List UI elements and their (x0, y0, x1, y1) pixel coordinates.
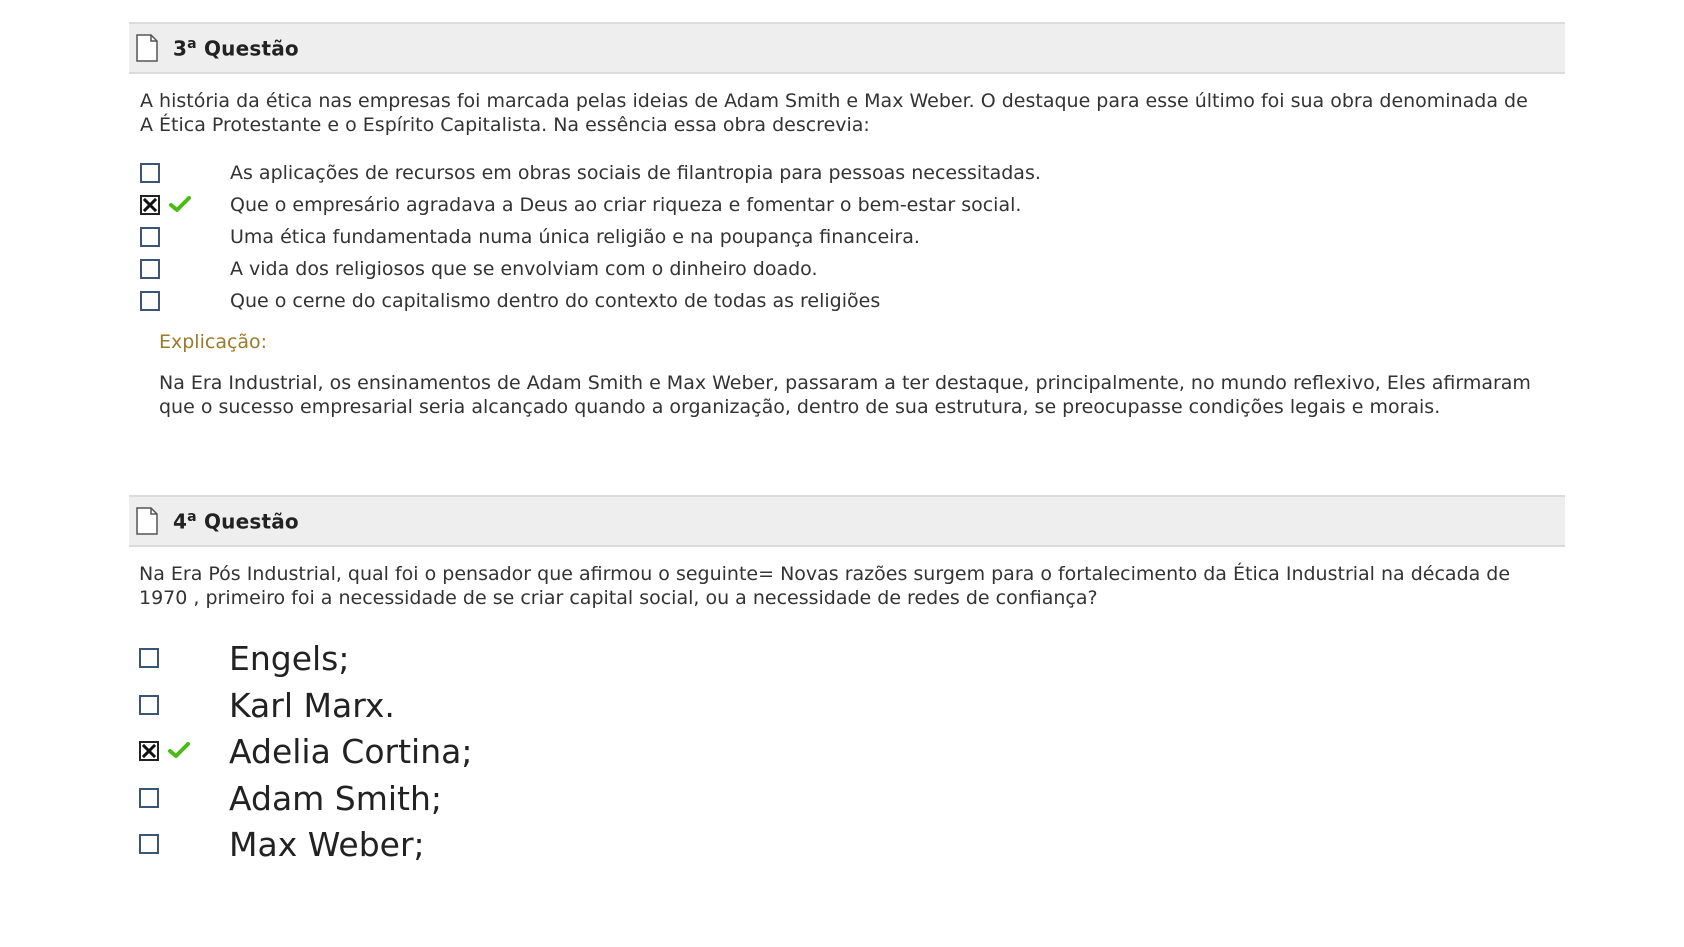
checkbox[interactable] (139, 648, 159, 668)
checkbox[interactable] (140, 227, 160, 247)
option-3[interactable] (139, 731, 473, 771)
green-check-icon (169, 195, 191, 213)
option-label: Que o empresário agradava a Deus ao criar riqueza e fomentar o bem-estar social. (230, 194, 1022, 216)
option-2[interactable] (139, 685, 395, 725)
option-4[interactable] (139, 778, 443, 818)
option-label: Uma ética fundamentada numa única religião e na poupança financeira. (230, 226, 920, 248)
option-label: Adam Smith; (229, 778, 443, 818)
option-1[interactable] (139, 638, 350, 678)
checkbox[interactable] (140, 163, 160, 183)
explanation-title: Explicação: (159, 331, 268, 353)
question-header (129, 495, 1565, 547)
option-5[interactable] (139, 824, 425, 864)
question-header (129, 22, 1565, 74)
question-3 (129, 22, 1565, 418)
explanation-text: Na Era Industrial, os ensinamentos de Adam Smith e Max Weber, passaram a ter destaque, principalmente, no mundo reflexivo, Eles afirmaram que o sucesso empresarial seria alcançado quando a organização, dentro de sua estrutura, se preocupasse condições legais e morais. (159, 372, 1531, 418)
option-label: Adelia Cortina; (229, 731, 473, 771)
option-label: A vida dos religiosos que se envolviam com o dinheiro doado. (230, 258, 818, 280)
document-icon (136, 507, 158, 535)
question-text: A história da ética nas empresas foi marcada pelas ideias de Adam Smith e Max Weber. O destaque para esse último foi sua obra denominada de A Ética Protestante e o Espírito Capitalista. Na essência essa obra descrevia: (140, 90, 1528, 136)
document-icon (136, 34, 158, 62)
green-check-icon (168, 741, 190, 759)
checkbox-checked[interactable] (139, 741, 159, 761)
x-mark-icon (142, 197, 158, 213)
checkbox-checked[interactable] (140, 195, 160, 215)
checkbox[interactable] (139, 788, 159, 808)
question-4 (129, 495, 1565, 864)
option-5[interactable] (140, 287, 881, 315)
checkbox[interactable] (140, 291, 160, 311)
question-title: 4$^a$ Questão (173, 508, 299, 534)
option-label: Karl Marx. (229, 685, 395, 725)
question-title: 3$^a$ Questão (173, 35, 299, 61)
option-1[interactable] (140, 159, 1041, 187)
question-text: Na Era Pós Industrial, qual foi o pensador que afirmou o seguinte= Novas razões surgem para o fortalecimento da Ética Industrial na década de 1970 , primeiro foi a necessidade de se criar capital social, ou a necessidade de redes de confiança? (139, 563, 1511, 609)
checkbox[interactable] (140, 259, 160, 279)
option-label: Que o cerne do capitalismo dentro do contexto de todas as religiões (230, 290, 881, 312)
option-label: Max Weber; (229, 824, 425, 864)
option-label: Engels; (229, 638, 350, 678)
option-3[interactable] (140, 223, 920, 251)
option-label: As aplicações de recursos em obras sociais de filantropia para pessoas necessitadas. (230, 162, 1041, 184)
option-4[interactable] (140, 255, 818, 283)
option-2[interactable] (140, 191, 1022, 219)
checkbox[interactable] (139, 695, 159, 715)
checkbox[interactable] (139, 834, 159, 854)
x-mark-icon (141, 743, 157, 759)
